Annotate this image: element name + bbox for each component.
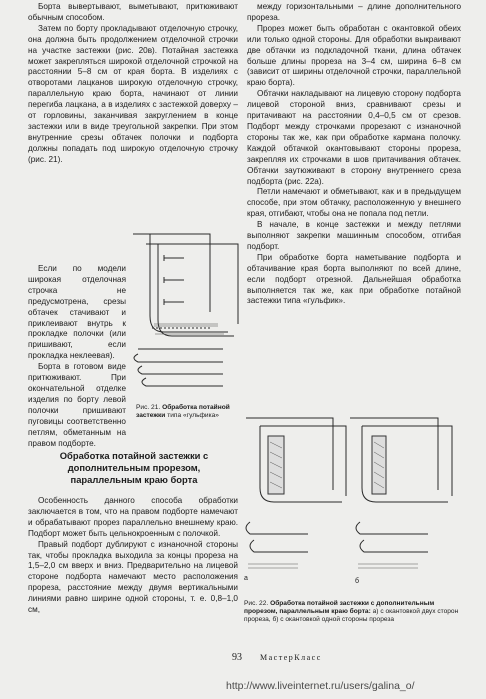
figure-title: Обработка потайной застежки с дополнительным прорезом, параллельным краю борта: [244,600,435,616]
figure-subtitle: типа «гульфика» [167,412,219,420]
section-heading: Обработка потайной застежки с дополнительным прорезом, параллельным краю борта [59,450,209,485]
figure-label-a: а [244,575,248,582]
watermark-url: http://www.liveinternet.ru/users/galina_o/ [226,680,415,692]
paragraph: Прорез может быть обработан с окантовкой обеих или только одной стороны. Для обработки выкраивают две обтачки из подкладочной ткани, длина обтачек больше длины прореза на 3–4 см, ширина 6–8 см (зависит от ширины отделочной строчки, параллельной краю борта). [247,23,461,88]
left-column [28,2,238,166]
paragraph: Затем по борту прокладывают отделочную строчку, она должна быть продолжением отделочной строчки на участке застежки (рис. 20в). Потайная застежка может закрепляться широкой отделочной строчкой на расстоянии 5–8 см от края борта. В изделиях с отворотами лацканов широкую отделочную строчку, параллельную краю борта, начинают от линии перегиба лацкана, а в изделиях с застежкой доверху – от горловины, заканчивая закруглением в конце застежки или в виде треугольной закрепки. При этом внутренние срезы обтачек полочки и подборта должны попадать под широкую отделочную строчку (рис. 21). [28,23,238,164]
figure-21-caption [136,404,232,420]
left-narrow-column [28,264,126,449]
figure-subtitle: а) с окантовкой двух сторон прореза, б) с окантовкой одной стороны прореза [244,608,459,624]
page-number: 93 [232,652,242,663]
paragraph: Петли намечают и обметывают, как и в предыдущем способе, при этом обтачку, расположенную у внешнего края, отгибают, чтобы она не попала под петли. [247,187,461,219]
figure-label-b: б [355,578,360,585]
figure-number: Рис. 22. [244,600,269,607]
paragraph: Если по модели широкая отделочная строчка не предусмотрена, срезы обтачек стачивают и приклеивают внутрь к прокладке полочки (или пришивают, если прокладка неклеевая). [28,264,126,361]
right-column [247,2,461,307]
figure-21-illustration [128,224,248,404]
paragraph: Правый подборт дублируют с изнаночной стороны так, чтобы прокладка выходила за концы прореза на 1,5–2,0 см вверх и вниз. Предварительно на лицевой стороне подборта намечают место расположения прореза, расстояние между двумя вертикальными линиями равно ширине одной стороны, т. е. 0,8–1,0 см, [28,539,238,615]
magazine-title: МастерКласс [260,653,322,662]
figure-22-caption [244,600,464,625]
figure-22-illustration [238,410,476,600]
paragraph: Борта вывертывают, выметывают, притюживают обычным способом. [28,2,238,22]
left-column-bottom [28,496,238,616]
figure-number: Рис. 21. [136,404,161,411]
figure-title: Обработка потайной застежки [136,404,230,420]
paragraph: При обработке борта наметывание подборта и обтачивание края борта выполняют по всей длине, если подборт отрезной. Дальнейшая обработка выполняется так же, как при обработке потайной застежки типа «гульфик». [247,252,461,306]
paragraph: Особенность данного способа обработки заключается в том, что на правом подборте намечают и обрабатывают прорез параллельно внешнему краю. Подборт может быть цельнокроенным с полочкой. [28,496,238,538]
paragraph: В начале, в конце застежки и между петлями выполняют закрепки машинным способом, отгибая подборт. [247,220,461,251]
paragraph: Борта в готовом виде притюживают. При окончательной отделке изделия по борту левой полочки пришивают пуговицы соответственно петлям, обметанным на правом подборте. [28,362,126,448]
paragraph: между горизонтальными – длине дополнительного прореза. [247,2,461,22]
paragraph: Обтачки накладывают на лицевую сторону подборта лицевой стороной вниз, сравнивают срезы и притачивают на расстоянии 0,4–0,5 см от срезов. Подборт между строчками прорезают с изнаночной стороны так же, как при обработке кармана полочку. Каждой обтачкой окантовывают стороны прореза, закрепляя их строчками в шов притачивания обтачек. Обтачки заутюживают в сторону внутреннего среза подборта (рис. 22а). [247,89,461,186]
